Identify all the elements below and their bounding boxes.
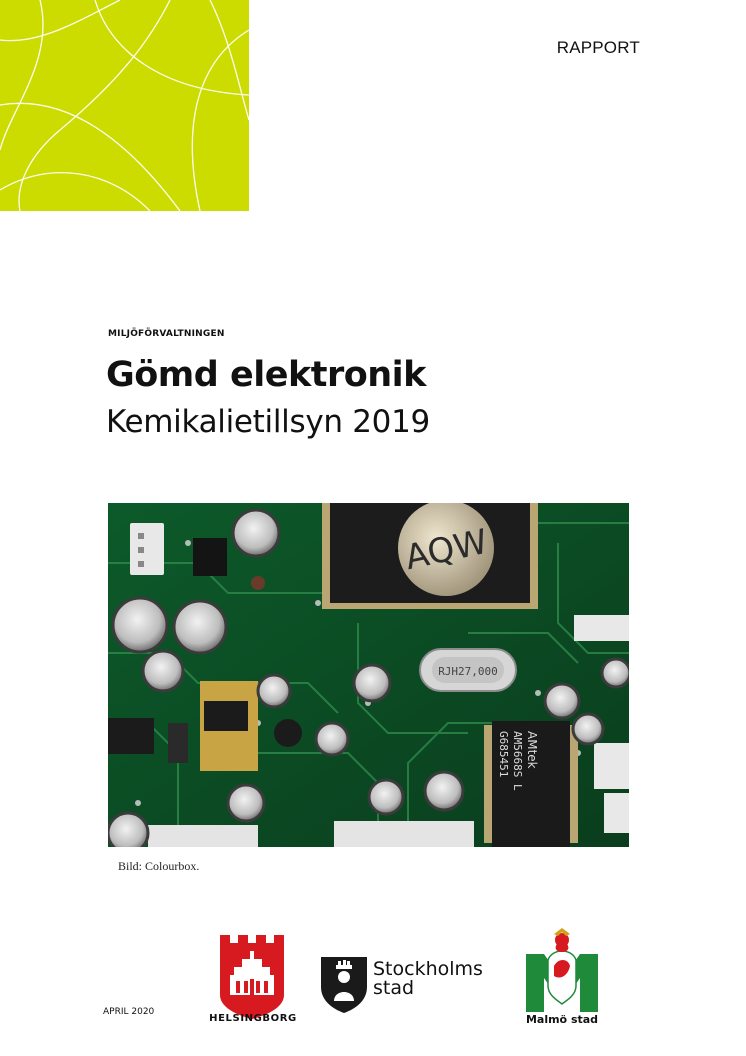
stockholm-logo-text: Stockholms stad <box>373 958 483 999</box>
malmo-logo-text: Malmö stad <box>525 1013 599 1026</box>
photo-caption: Bild: Colourbox. <box>118 859 200 873</box>
ic-label-brand: AMtek <box>525 731 539 769</box>
decorative-corner-graphic <box>0 0 249 211</box>
department-name: MILJÖFÖRVALTNINGEN <box>108 329 225 339</box>
report-title: Gömd elektronik <box>106 355 426 395</box>
chip-label: AQW <box>401 521 492 579</box>
crystal-label: RJH27,000 <box>438 665 498 678</box>
publication-date: APRIL 2020 <box>103 1007 155 1017</box>
cover-photo-circuit-board <box>108 503 629 847</box>
ic-label-code: G685451 <box>497 731 510 778</box>
malmo-logo <box>524 928 600 1012</box>
ic-label-model: AM5668S L <box>511 731 524 791</box>
document-type-label: RAPPORT <box>556 38 640 57</box>
stockholm-logo <box>319 955 369 1013</box>
report-subtitle: Kemikalietillsyn 2019 <box>106 404 430 440</box>
helsingborg-logo-text: HELSINGBORG <box>209 1013 297 1024</box>
